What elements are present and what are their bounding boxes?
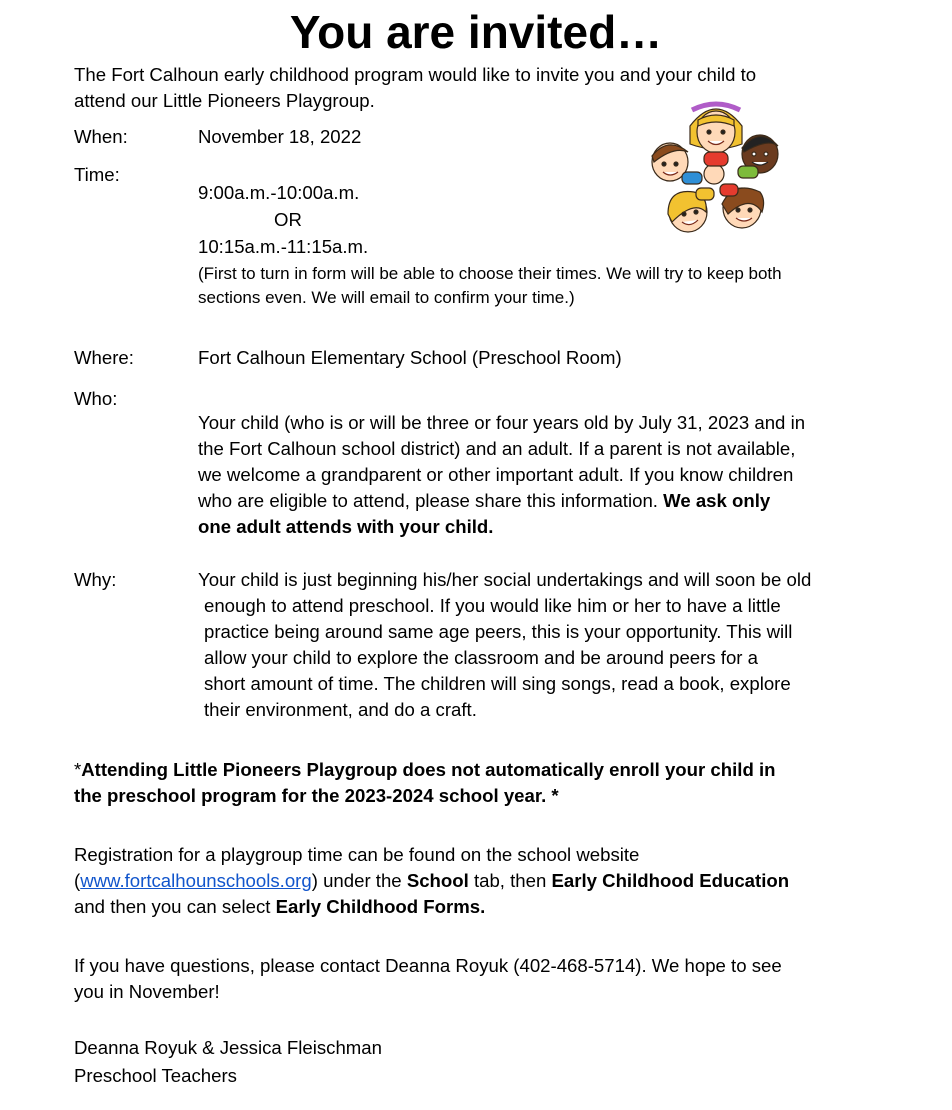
disclaimer-line bbox=[74, 757, 776, 783]
registration-text: tab, then bbox=[468, 870, 552, 891]
disclaimer bbox=[74, 757, 776, 809]
why-label: Why: bbox=[74, 569, 117, 590]
who-line-text: who are eligible to attend, please share this information. bbox=[198, 490, 664, 511]
why-line: Your child is just beginning his/her social undertakings and will soon be old bbox=[198, 569, 812, 590]
child-bottom-left bbox=[668, 188, 714, 232]
time-note-line: (First to turn in form will be able to choose their times. We will try to keep both bbox=[198, 264, 782, 283]
when-value: November 18, 2022 bbox=[198, 126, 362, 147]
children-circle-icon bbox=[638, 96, 788, 244]
child-right bbox=[738, 135, 778, 178]
disclaimer-asterisk: * bbox=[74, 759, 82, 780]
who-label: Who: bbox=[74, 388, 118, 409]
who-emphasis-line: one adult attends with your child. bbox=[198, 516, 494, 537]
where-label: Where: bbox=[74, 347, 134, 368]
why-line: practice being around same age peers, this is your opportunity. This will bbox=[204, 621, 793, 642]
time-or: OR bbox=[274, 209, 302, 230]
disclaimer-line: the preschool program for the 2023-2024 school year. * bbox=[74, 785, 559, 806]
why-line: enough to attend preschool. If you would like him or her to have a little bbox=[204, 595, 781, 616]
child-left bbox=[652, 143, 702, 184]
questions-line: If you have questions, please contact Deanna Royuk (402-468-5714). We hope to see bbox=[74, 955, 782, 976]
when-label: When: bbox=[74, 126, 128, 147]
open-paren: ( bbox=[74, 870, 81, 891]
why-paragraph bbox=[198, 567, 811, 723]
time-label: Time: bbox=[74, 164, 120, 185]
why-line: allow your child to explore the classroom and be around peers for a bbox=[204, 647, 758, 668]
school-tab-name: School bbox=[406, 870, 469, 891]
who-line: Your child (who is or will be three or four years old by July 31, 2023 and in bbox=[198, 412, 806, 433]
child-top bbox=[690, 104, 742, 166]
signature-names: Deanna Royuk & Jessica Fleischman bbox=[74, 1037, 382, 1058]
hands-center bbox=[704, 164, 724, 184]
who-line bbox=[198, 488, 805, 514]
registration-text: ) under the bbox=[311, 870, 407, 891]
forms-section-name: Early Childhood Forms. bbox=[275, 896, 486, 917]
registration-text: and then you can select bbox=[74, 896, 276, 917]
time-note-line: sections even. We will email to confirm your time.) bbox=[198, 288, 575, 307]
why-line: short amount of time. The children will sing songs, read a book, explore bbox=[204, 673, 791, 694]
who-line: the Fort Calhoun school district) and an adult. If a parent is not available, bbox=[198, 438, 796, 459]
ece-section-name: Early Childhood Education bbox=[551, 870, 790, 891]
time-note bbox=[198, 262, 782, 310]
time-slot-1: 9:00a.m.-10:00a.m. bbox=[198, 182, 360, 203]
disclaimer-text: Attending Little Pioneers Playgroup does not automatically enroll your child in bbox=[81, 759, 776, 780]
page-title: You are invited… bbox=[289, 6, 663, 58]
registration-line: Registration for a playgroup time can be found on the school website bbox=[74, 844, 640, 865]
intro-line: The Fort Calhoun early childhood program would like to invite you and your child to bbox=[74, 64, 757, 85]
who-line: we welcome a grandparent or other important adult. If you know children bbox=[198, 464, 794, 485]
where-value: Fort Calhoun Elementary School (Preschool Room) bbox=[198, 347, 622, 368]
child-bottom-right bbox=[720, 184, 764, 228]
registration-line bbox=[74, 894, 789, 920]
school-website-link[interactable]: www.fortcalhounschools.org bbox=[80, 870, 312, 891]
questions-paragraph bbox=[74, 953, 782, 1005]
who-emphasis: We ask only bbox=[663, 490, 771, 511]
time-slot-2: 10:15a.m.-11:15a.m. bbox=[198, 236, 369, 257]
registration-line bbox=[74, 868, 789, 894]
questions-line: you in November! bbox=[74, 981, 220, 1002]
why-line: their environment, and do a craft. bbox=[204, 699, 477, 720]
intro-line: attend our Little Pioneers Playgroup. bbox=[74, 90, 375, 111]
who-paragraph bbox=[198, 410, 805, 540]
signature-role: Preschool Teachers bbox=[74, 1065, 237, 1086]
registration-paragraph bbox=[74, 842, 789, 920]
